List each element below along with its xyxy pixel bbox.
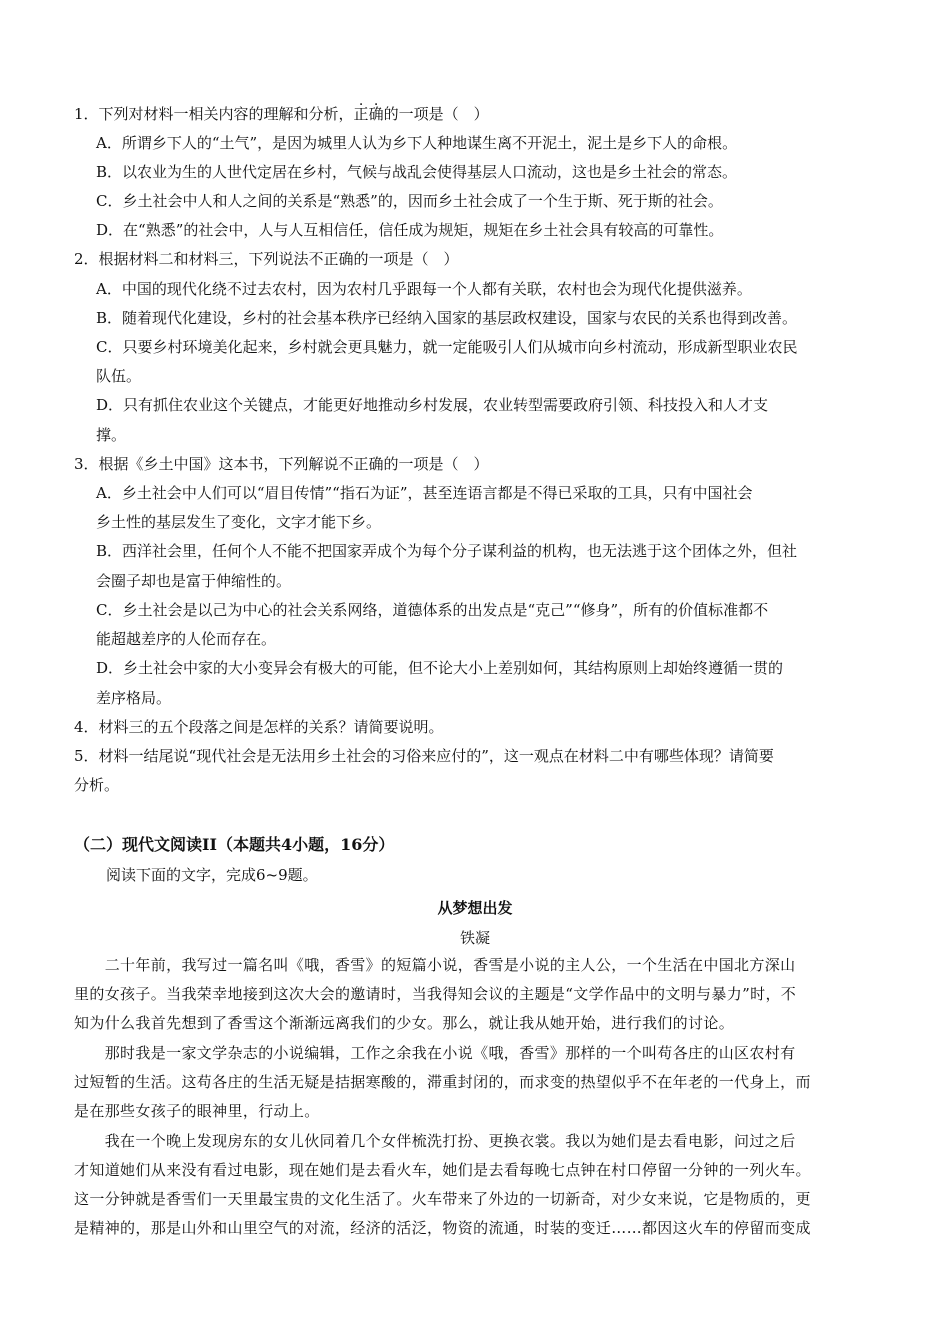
article-paragraph-3 [74, 1127, 880, 1243]
section-title: （二）现代文阅读II（本题共4小题，16分） [74, 835, 395, 854]
article-author: 铁凝 [459, 929, 490, 947]
question-3-stem: 3．根据《乡土中国》这本书，下列解说不正确的一项是（ ） [74, 455, 489, 473]
question-5-stem: 5．材料一结尾说“现代社会是无法用乡土社会的习俗来应付的”，这一观点在材料二中有哪些体现？请简要 [74, 747, 774, 765]
question-1-stem [74, 100, 880, 129]
paragraph-line: 二十年前，我写过一篇名叫《哦，香雪》的短篇小说，香雪是小说的主人公，一个生活在中国北方深山 [74, 956, 796, 974]
paragraph-line: 是在那些女孩子的眼神里，行动上。 [74, 1102, 320, 1120]
question-1-stem-pre: 1．下列对材料一相关内容的理解和分析， [74, 105, 354, 123]
paragraph-line: 是精神的，那是山外和山里空气的对流，经济的活泛，物资的流通，时装的变迁……都因这火车的停留而变成 [74, 1219, 811, 1237]
question-5-stem-cont: 分析。 [74, 776, 120, 794]
question-3-option-a-cont: 乡土性的基层发生了变化，文字才能下乡。 [96, 513, 382, 531]
question-2-option-c-cont: 队伍。 [96, 367, 142, 385]
paragraph-line: 里的女孩子。当我荣幸地接到这次大会的邀请时，当我得知会议的主题是“文学作品中的文明与暴力”时，不 [74, 985, 797, 1003]
question-3-option-d: D．乡土社会中家的大小变异会有极大的可能，但不论大小上差别如何，其结构原则上却始终遵循一贯的 [96, 659, 784, 677]
question-1-stem-post: 的一项是（ ） [383, 105, 489, 123]
paragraph-line: 过短暂的生活。这苟各庄的生活无疑是拮据寒酸的，滞重封闭的，而求变的热望似乎不在年老的一代身上，而 [74, 1073, 811, 1091]
article-title: 从梦想出发 [437, 899, 513, 917]
emphasis-dot-char-1: 正 [353, 105, 369, 123]
question-2-option-b: B．随着现代化建设，乡村的社会基本秩序已经纳入国家的基层政权建设，国家与农民的关系也得到改善。 [96, 309, 798, 327]
question-3-option-d-cont: 差序格局。 [96, 689, 172, 707]
paragraph-line: 知为什么我首先想到了香雪这个渐渐远离我们的少女。那么，就让我从她开始，进行我们的讨论。 [74, 1014, 735, 1032]
question-2-stem: 2．根据材料二和材料三，下列说法不正确的一项是（ ） [74, 250, 459, 268]
paragraph-line: 才知道她们从来没有看过电影，现在她们是去看火车，她们是去看每晚七点钟在村口停留一分钟的一列火车。 [74, 1161, 811, 1179]
question-1-option-c: C．乡土社会中人和人之间的关系是“熟悉”的，因而乡土社会成了一个生于斯、死于斯的社会。 [96, 192, 723, 210]
emphasis-dot-char-2: 确 [368, 105, 384, 123]
question-2-option-c: C．只要乡村环境美化起来，乡村就会更具魅力，就一定能吸引人们从城市向乡村流动，形成新型职业农民 [96, 338, 798, 356]
question-1-option-d: D．在“熟悉”的社会中，人与人互相信任，信任成为规矩，规矩在乡土社会具有较高的可靠性。 [96, 221, 724, 239]
question-1-option-a: A．所谓乡下人的“土气”，是因为城里人认为乡下人种地谋生离不开泥土，泥土是乡下人的命根。 [96, 134, 738, 152]
question-2-option-d-cont: 撑。 [96, 426, 127, 444]
article-paragraph-2 [74, 1039, 880, 1126]
question-2-option-a: A．中国的现代化绕不过去农村，因为农村几乎跟每一个人都有关联，农村也会为现代化提供滋养。 [96, 280, 752, 298]
paragraph-line: 那时我是一家文学杂志的小说编辑，工作之余我在小说《哦，香雪》那样的一个叫苟各庄的山区农村有 [74, 1044, 796, 1062]
question-4-stem: 4．材料三的五个段落之间是怎样的关系？请简要说明。 [74, 718, 444, 736]
question-2-option-d: D．只有抓住农业这个关键点，才能更好地推动乡村发展，农业转型需要政府引领、科技投入和人才支 [96, 396, 769, 414]
question-3-option-c-cont: 能超越差序的人伦而存在。 [96, 630, 277, 648]
paragraph-line: 我在一个晚上发现房东的女儿伙同着几个女伴梳洗打扮、更换衣裳。我以为她们是去看电影，问过之后 [74, 1132, 796, 1150]
question-3-option-a: A．乡土社会中人们可以“眉目传情”“指石为证”，甚至连语言都是不得已采取的工具，只有中国社会 [96, 484, 753, 502]
paragraph-line: 这一分钟就是香雪们一天里最宝贵的文化生活了。火车带来了外边的一切新奇，对少女来说，它是物质的，更 [74, 1190, 811, 1208]
question-3-option-c: C．乡土社会是以己为中心的社会关系网络，道德体系的出发点是“克己”“修身”，所有的价值标准都不 [96, 601, 769, 619]
question-3-option-b-cont: 会圈子却也是富于伸缩性的。 [96, 572, 292, 590]
article-paragraph-1 [74, 951, 880, 1038]
question-3-option-b: B．西洋社会里，任何个人不能不把国家弄成个为每个分子谋利益的机构，也无法逃于这个团体之外，但社 [96, 542, 798, 560]
section-instruction: 阅读下面的文字，完成6~9题。 [106, 866, 318, 884]
question-1-option-b: B．以农业为生的人世代定居在乡村，气候与战乱会使得基层人口流动，这也是乡土社会的常态。 [96, 163, 738, 181]
